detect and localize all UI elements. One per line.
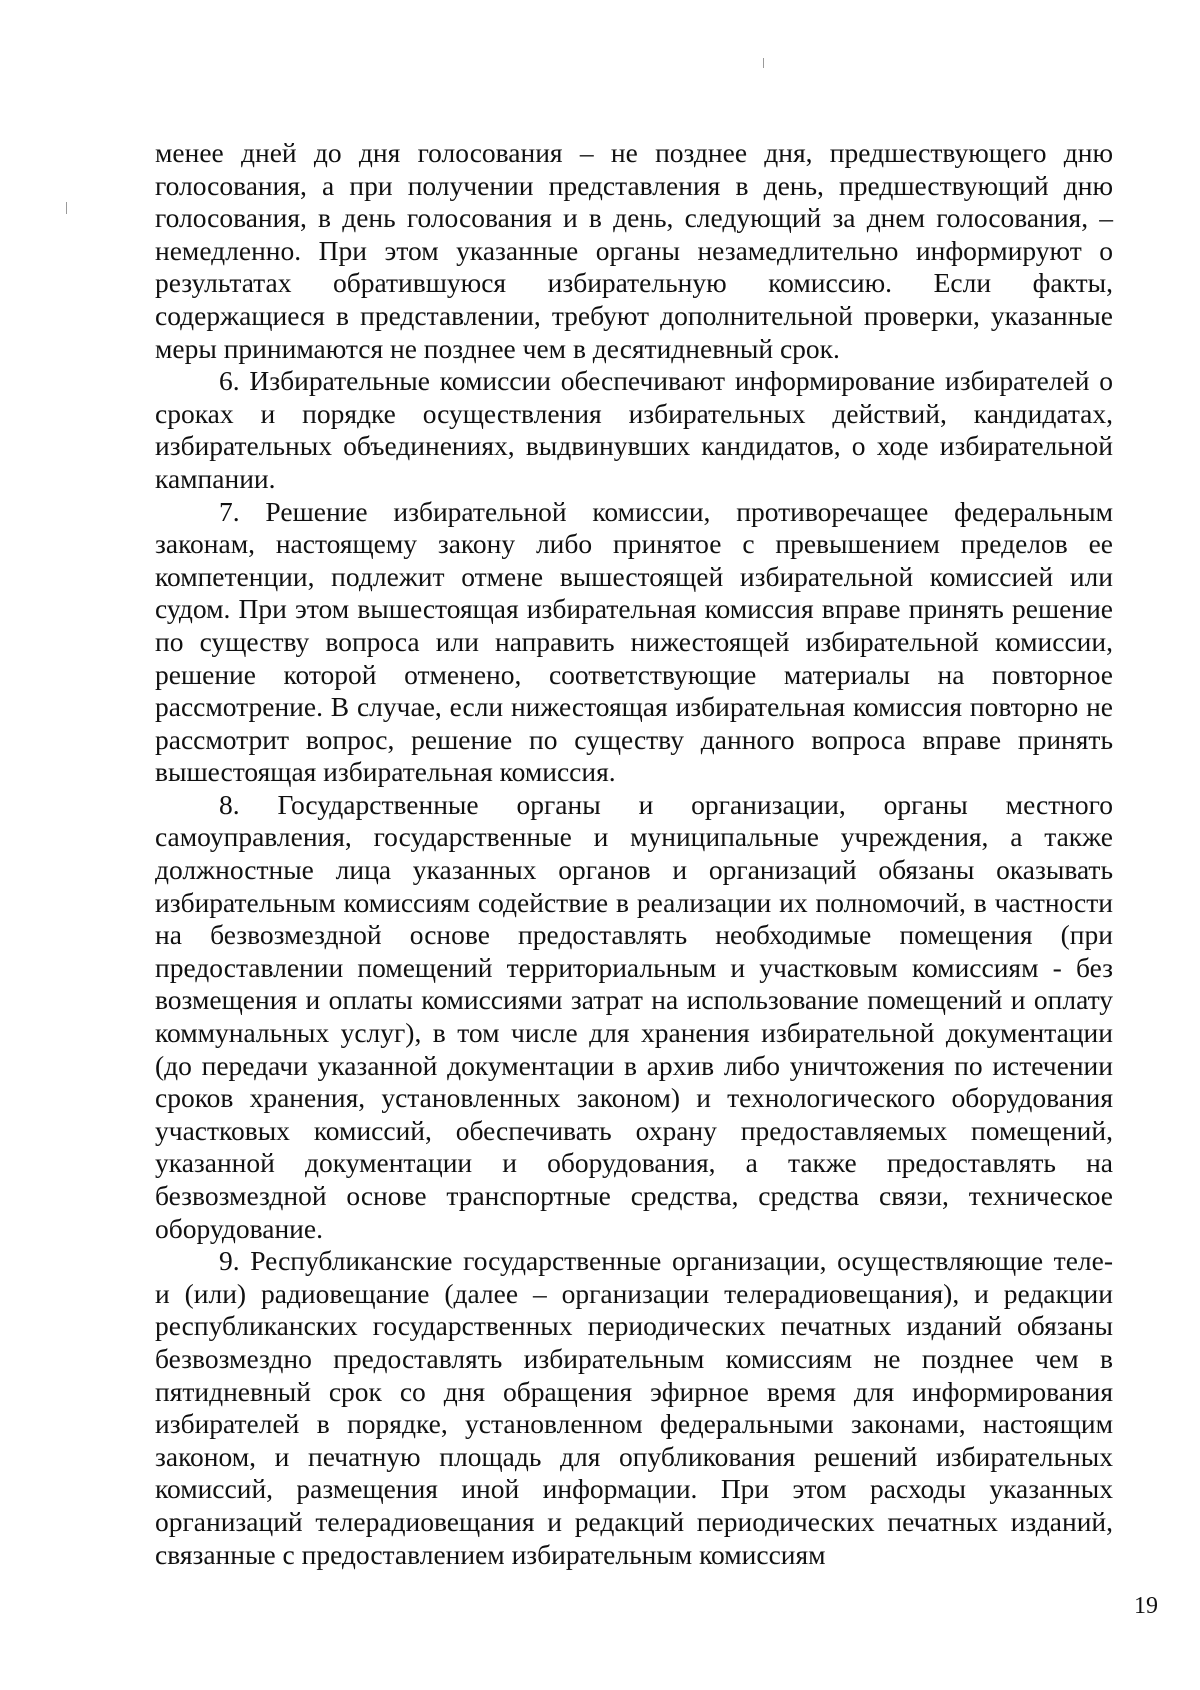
paragraph-continued: менее дней до дня голосования – не позднее дня, предшествующего дню голосования, а при получении представления в день, предшествующий дню голосования, в день голосования и в день, следующий за днем голосования, – немедленно. При этом указанные органы незамедлительно информируют о результатах обратившуюся избирательную комиссию. Если факты, содержащиеся в представлении, требуют дополнительной проверки, указанные меры принимаются не позднее чем в десятидневный срок. (155, 137, 1113, 364)
document-body (155, 137, 1113, 1571)
paragraph-item-9: 9. Республиканские государственные организации, осуществляющие теле- и (или) радиовещание (далее – организации телерадиовещания), и редакции республиканских государственных периодических печатных изданий обязаны безвозмездно предоставлять избирательным комиссиям не позднее чем в пятидневный срок со дня обращения эфирное время для информирования избирателей в порядке, установленном федеральными законами, настоящим законом, и печатную площадь для опубликования решений избирательных комиссий, размещения иной информации. При этом расходы указанных организаций телерадиовещания и редакций периодических печатных изданий, связанные с предоставлением избирательным комиссиям (155, 1245, 1113, 1570)
paragraph-item-8: 8. Государственные органы и организации, органы местного самоуправления, государственные и муниципальные учреждения, а также должностные лица указанных органов и организаций обязаны оказывать избирательным комиссиям содействие в реализации их полномочий, в частности на безвозмездной основе предоставлять необходимые помещения (при предоставлении помещений территориальным и участковым комиссиям - без возмещения и оплаты комиссиями затрат на использование помещений и оплату коммунальных услуг), в том числе для хранения избирательной документации (до передачи указанной документации в архив либо уничтожения по истечении сроков хранения, установленных законом) и технологического оборудования участковых комиссий, обеспечивать охрану предоставляемых помещений, указанной документации и оборудования, а также предоставлять на безвозмездной основе транспортные средства, средства связи, техническое оборудование. (155, 788, 1113, 1244)
paragraph-item-6: 6. Избирательные комиссии обеспечивают информирование избирателей о сроках и порядке осуществления избирательных действий, кандидатах, избирательных объединениях, выдвинувших кандидатов, о ходе избирательной кампании. (155, 365, 1113, 494)
paragraph-item-7: 7. Решение избирательной комиссии, противоречащее федеральным законам, настоящему закону либо принятое с превышением пределов ее компетенции, подлежит отмене вышестоящей избирательной комиссией или судом. При этом вышестоящая избирательная комиссия вправе принять решение по существу вопроса или направить нижестоящей избирательной комиссии, решение которой отменено, соответствующие материалы на повторное рассмотрение. В случае, если нижестоящая избирательная комиссия повторно не рассмотрит вопрос, решение по существу данного вопроса вправе принять вышестоящая избирательная комиссия. (155, 495, 1113, 788)
page-number: 19 (1134, 1593, 1158, 1619)
scan-artifact-mark (763, 58, 764, 68)
scan-artifact-mark (66, 202, 67, 214)
